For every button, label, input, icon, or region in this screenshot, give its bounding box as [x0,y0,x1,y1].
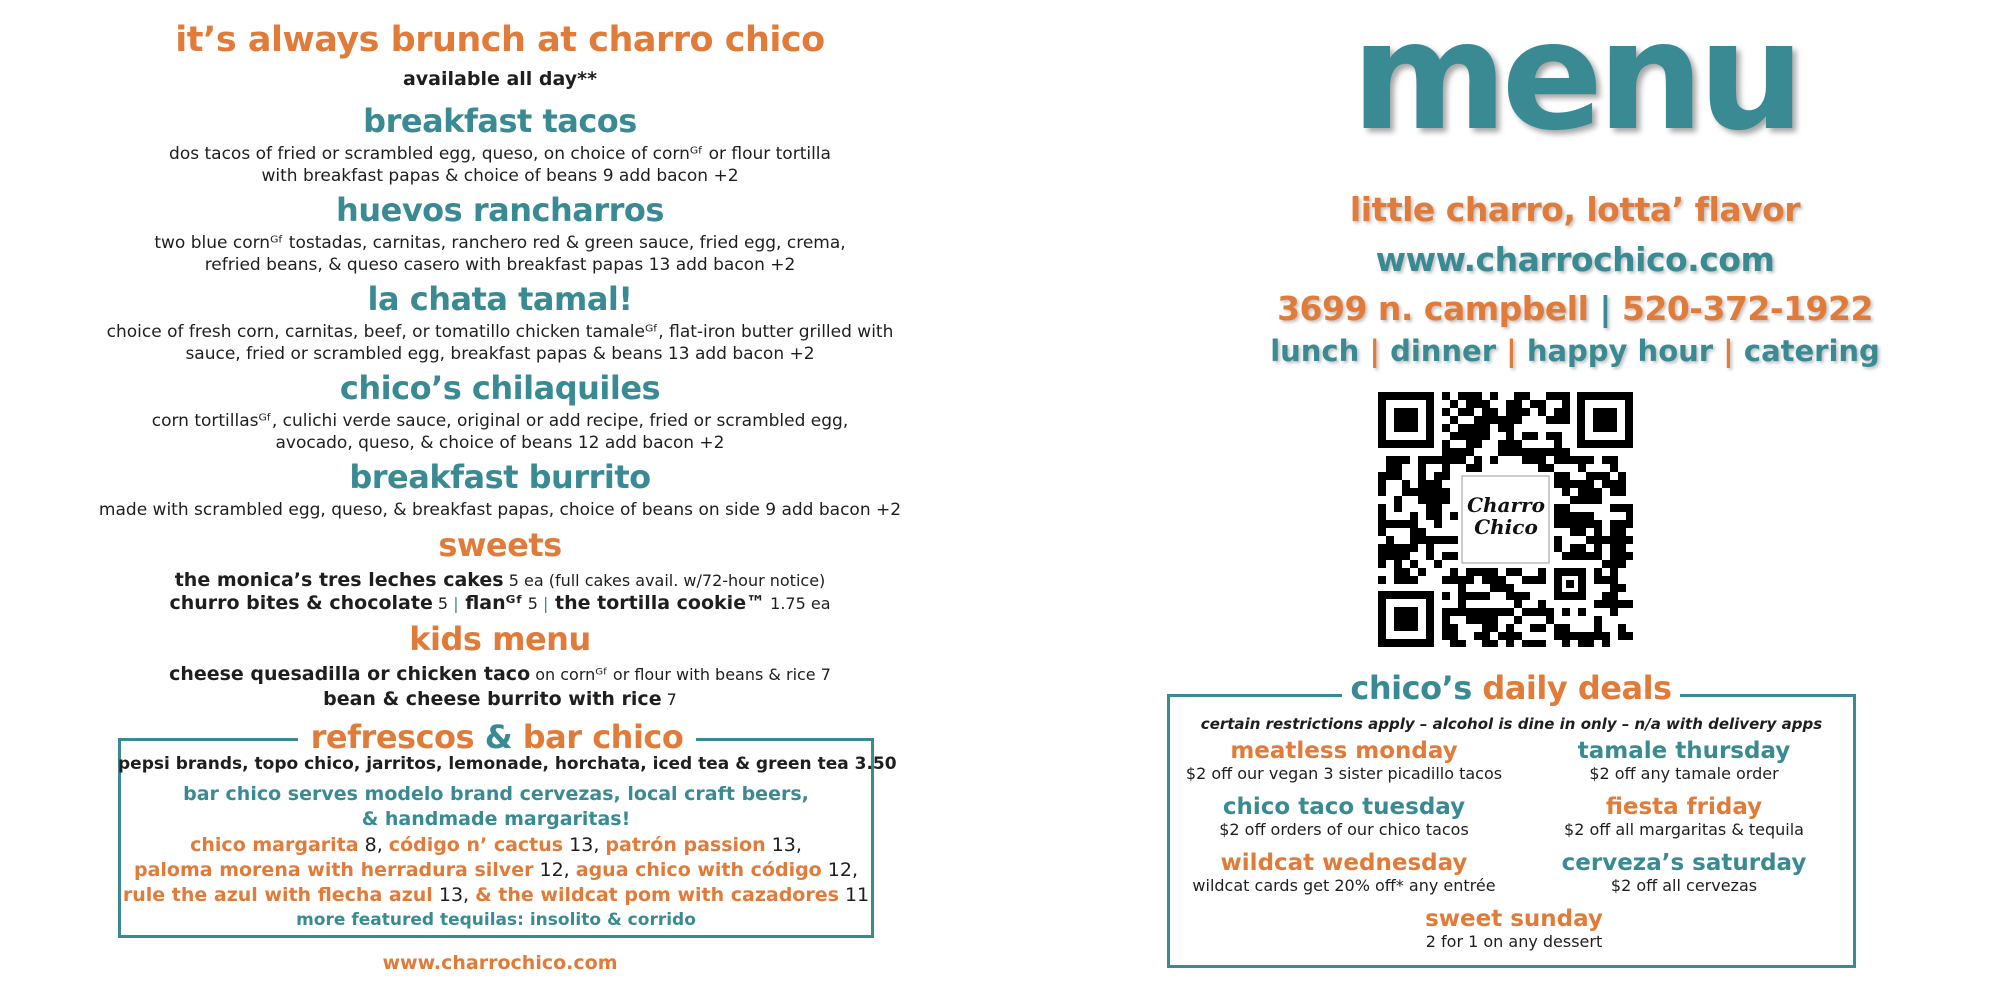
drink-price-6: 13, [432,884,476,906]
sweets-separator: | [453,594,459,613]
deal-item [1174,738,1514,783]
sweets-price-tortilla-cookie: 1.75 ea [765,594,831,613]
drink-wildcat-pom: & the wildcat pom with cazadores [475,884,839,906]
deal-item [1514,738,1854,783]
sweets-item-flan: flanᴳᶠ [465,592,523,614]
service-sep-1: | [1359,334,1391,368]
drink-chico-margarita: chico margarita [190,834,359,856]
deal-item [1344,906,1684,951]
tagline: little charro, lotta’ flavor [1349,190,1801,229]
kids-item-burrito: bean & cheese burrito with rice [323,688,662,710]
sweets-row-1 [0,569,1000,591]
drink-price-2: 13, [563,834,606,856]
kids-row-1 [0,663,1000,685]
item-desc-huevos-2: refried beans, & queso casero with breakfast papas 13 add bacon +2 [204,255,796,275]
deal-name: tamale thursday [1577,738,1791,764]
deal-item [1174,794,1514,839]
qr-logo-line-2: Chico [1474,515,1538,539]
drinks-row-2 [118,859,874,881]
item-desc-tamal-1: choice of fresh corn, carnitas, beef, or tomatillo chicken tamaleᴳᶠ, flat-iron butter grilled with [106,322,894,342]
drink-codigo-cactus: código n’ cactus [388,834,564,856]
item-desc-huevos-1: two blue cornᴳᶠ tostadas, carnitas, ranchero red & green sauce, fried egg, crema, [154,233,846,253]
website-link[interactable]: www.charrochico.com [1375,240,1775,279]
service-lunch: lunch [1270,334,1360,368]
item-desc-tamal-2: sauce, fried or scrambled egg, breakfast papas & beans 13 add bacon +2 [185,344,815,364]
deal-description: wildcat cards get 20% off* any entrée [1192,876,1496,895]
drink-patron-passion: patrón passion [605,834,766,856]
service-dinner: dinner [1390,334,1497,368]
soft-drinks: pepsi brands, topo chico, jarritos, lemonade, horchata, iced tea & green tea 3.50 [118,754,897,774]
item-desc-breakfast-tacos-1: dos tacos of fried or scrambled egg, queso, on choice of cornᴳᶠ or flour tortilla [169,144,831,164]
kids-detail-quesadilla: on cornᴳᶠ or flour with beans & rice 7 [530,665,831,684]
deal-name: wildcat wednesday [1220,850,1468,876]
sweets-item-tortilla-cookie: the tortilla cookie™ [555,592,766,614]
deal-name: chico taco tuesday [1222,794,1466,820]
footer-website[interactable]: www.charrochico.com [382,952,618,974]
sweets-item-churro: churro bites & chocolate [169,592,433,614]
drinks-row-3 [118,884,874,906]
daily-deals-title-a: chico’s [1350,669,1483,707]
deal-description: $2 off all margaritas & tequila [1564,820,1804,839]
deal-name: meatless monday [1230,738,1458,764]
item-title-chilaquiles: chico’s chilaquiles [339,369,661,407]
item-desc-burrito: made with scrambled egg, queso, & breakfast papas, choice of beans on side 9 add bacon +2 [98,500,902,520]
bar-line-1: bar chico serves modelo brand cervezas, local craft beers, [183,783,809,805]
daily-deals-title-b: daily deals [1482,669,1672,707]
deal-description: $2 off any tamale order [1589,764,1779,783]
service-happy-hour: happy hour [1526,334,1714,368]
deal-description: 2 for 1 on any dessert [1425,932,1603,951]
address-separator: | [1588,289,1622,328]
deal-description: $2 off orders of our chico tacos [1219,820,1469,839]
drink-paloma-morena: paloma morena with herradura silver [133,859,534,881]
service-sep-2: | [1496,334,1527,368]
deal-description: $2 off our vegan 3 sister picadillo tacos [1185,764,1503,783]
deal-description: $2 off all cervezas [1610,876,1758,895]
phone[interactable]: 520-372-1922 [1621,289,1873,328]
item-title-breakfast-tacos: breakfast tacos [363,102,637,140]
refrescos-title-a: refrescos [310,718,475,756]
deal-name: sweet sunday [1425,906,1603,932]
deals-restrictions: certain restrictions apply – alcohol is dine in only – n/a with delivery apps [1200,715,1823,733]
bar-line-2: & handmade margaritas! [361,808,631,830]
service-catering: catering [1743,334,1880,368]
sweets-item-tres-leches: the monica’s tres leches cakes [174,569,504,591]
drink-price-7: 11 [838,884,870,906]
item-title-breakfast-burrito: breakfast burrito [349,458,651,496]
item-desc-chilaquiles-2: avocado, queso, & choice of beans 12 add bacon +2 [275,433,725,453]
sweets-row-2 [0,592,1000,614]
drink-rule-the-azul: rule the azul with flecha azul [122,884,433,906]
services-line [1150,334,2000,368]
sweets-price-tres-leches: 5 ea (full cakes avail. w/72-hour notice) [503,571,826,590]
drink-price-4: 12, [533,859,576,881]
kids-item-quesadilla: cheese quesadilla or chicken taco [169,663,531,685]
sweets-price-flan: 5 [522,594,543,613]
drinks-row-1 [118,834,874,856]
deal-item [1514,850,1854,895]
drink-price-5: 12, [821,859,859,881]
menu-title: menu [1351,0,1799,164]
brunch-title: it’s always brunch at charro chico [175,20,825,60]
address-phone [1150,289,2000,328]
refrescos-title-amp: & [474,718,523,756]
more-tequilas: more featured tequilas: insolito & corrido [296,910,696,930]
deal-item [1174,850,1514,895]
deal-name: cerveza’s saturday [1561,850,1807,876]
drink-agua-chico: agua chico with código [575,859,822,881]
item-title-la-chata-tamal: la chata tamal! [367,280,633,318]
qr-logo [1466,494,1546,538]
item-desc-breakfast-tacos-2: with breakfast papas & choice of beans 9 add bacon +2 [261,166,739,186]
daily-deals-title [1342,664,1680,712]
service-sep-3: | [1713,334,1744,368]
refrescos-title-b: bar chico [522,718,684,756]
item-desc-chilaquiles-1: corn tortillasᴳᶠ, culichi verde sauce, original or add recipe, fried or scrambled egg, [151,411,849,431]
drink-price-1: 8, [358,834,389,856]
item-title-huevos-rancharros: huevos rancharros [336,191,664,229]
kids-row-2 [0,688,1000,710]
kids-title: kids menu [409,620,591,658]
deal-name: fiesta friday [1605,794,1763,820]
sweets-separator-2: | [542,594,549,613]
sweets-price-churro: 5 [432,594,454,613]
deal-item [1514,794,1854,839]
sweets-title: sweets [438,526,562,564]
drink-price-3: 13, [765,834,802,856]
brunch-subtitle: available all day** [402,68,598,90]
qr-logo-line-1: Charro [1467,493,1545,517]
address: 3699 n. campbell [1277,289,1589,328]
kids-price-burrito: 7 [661,690,677,709]
